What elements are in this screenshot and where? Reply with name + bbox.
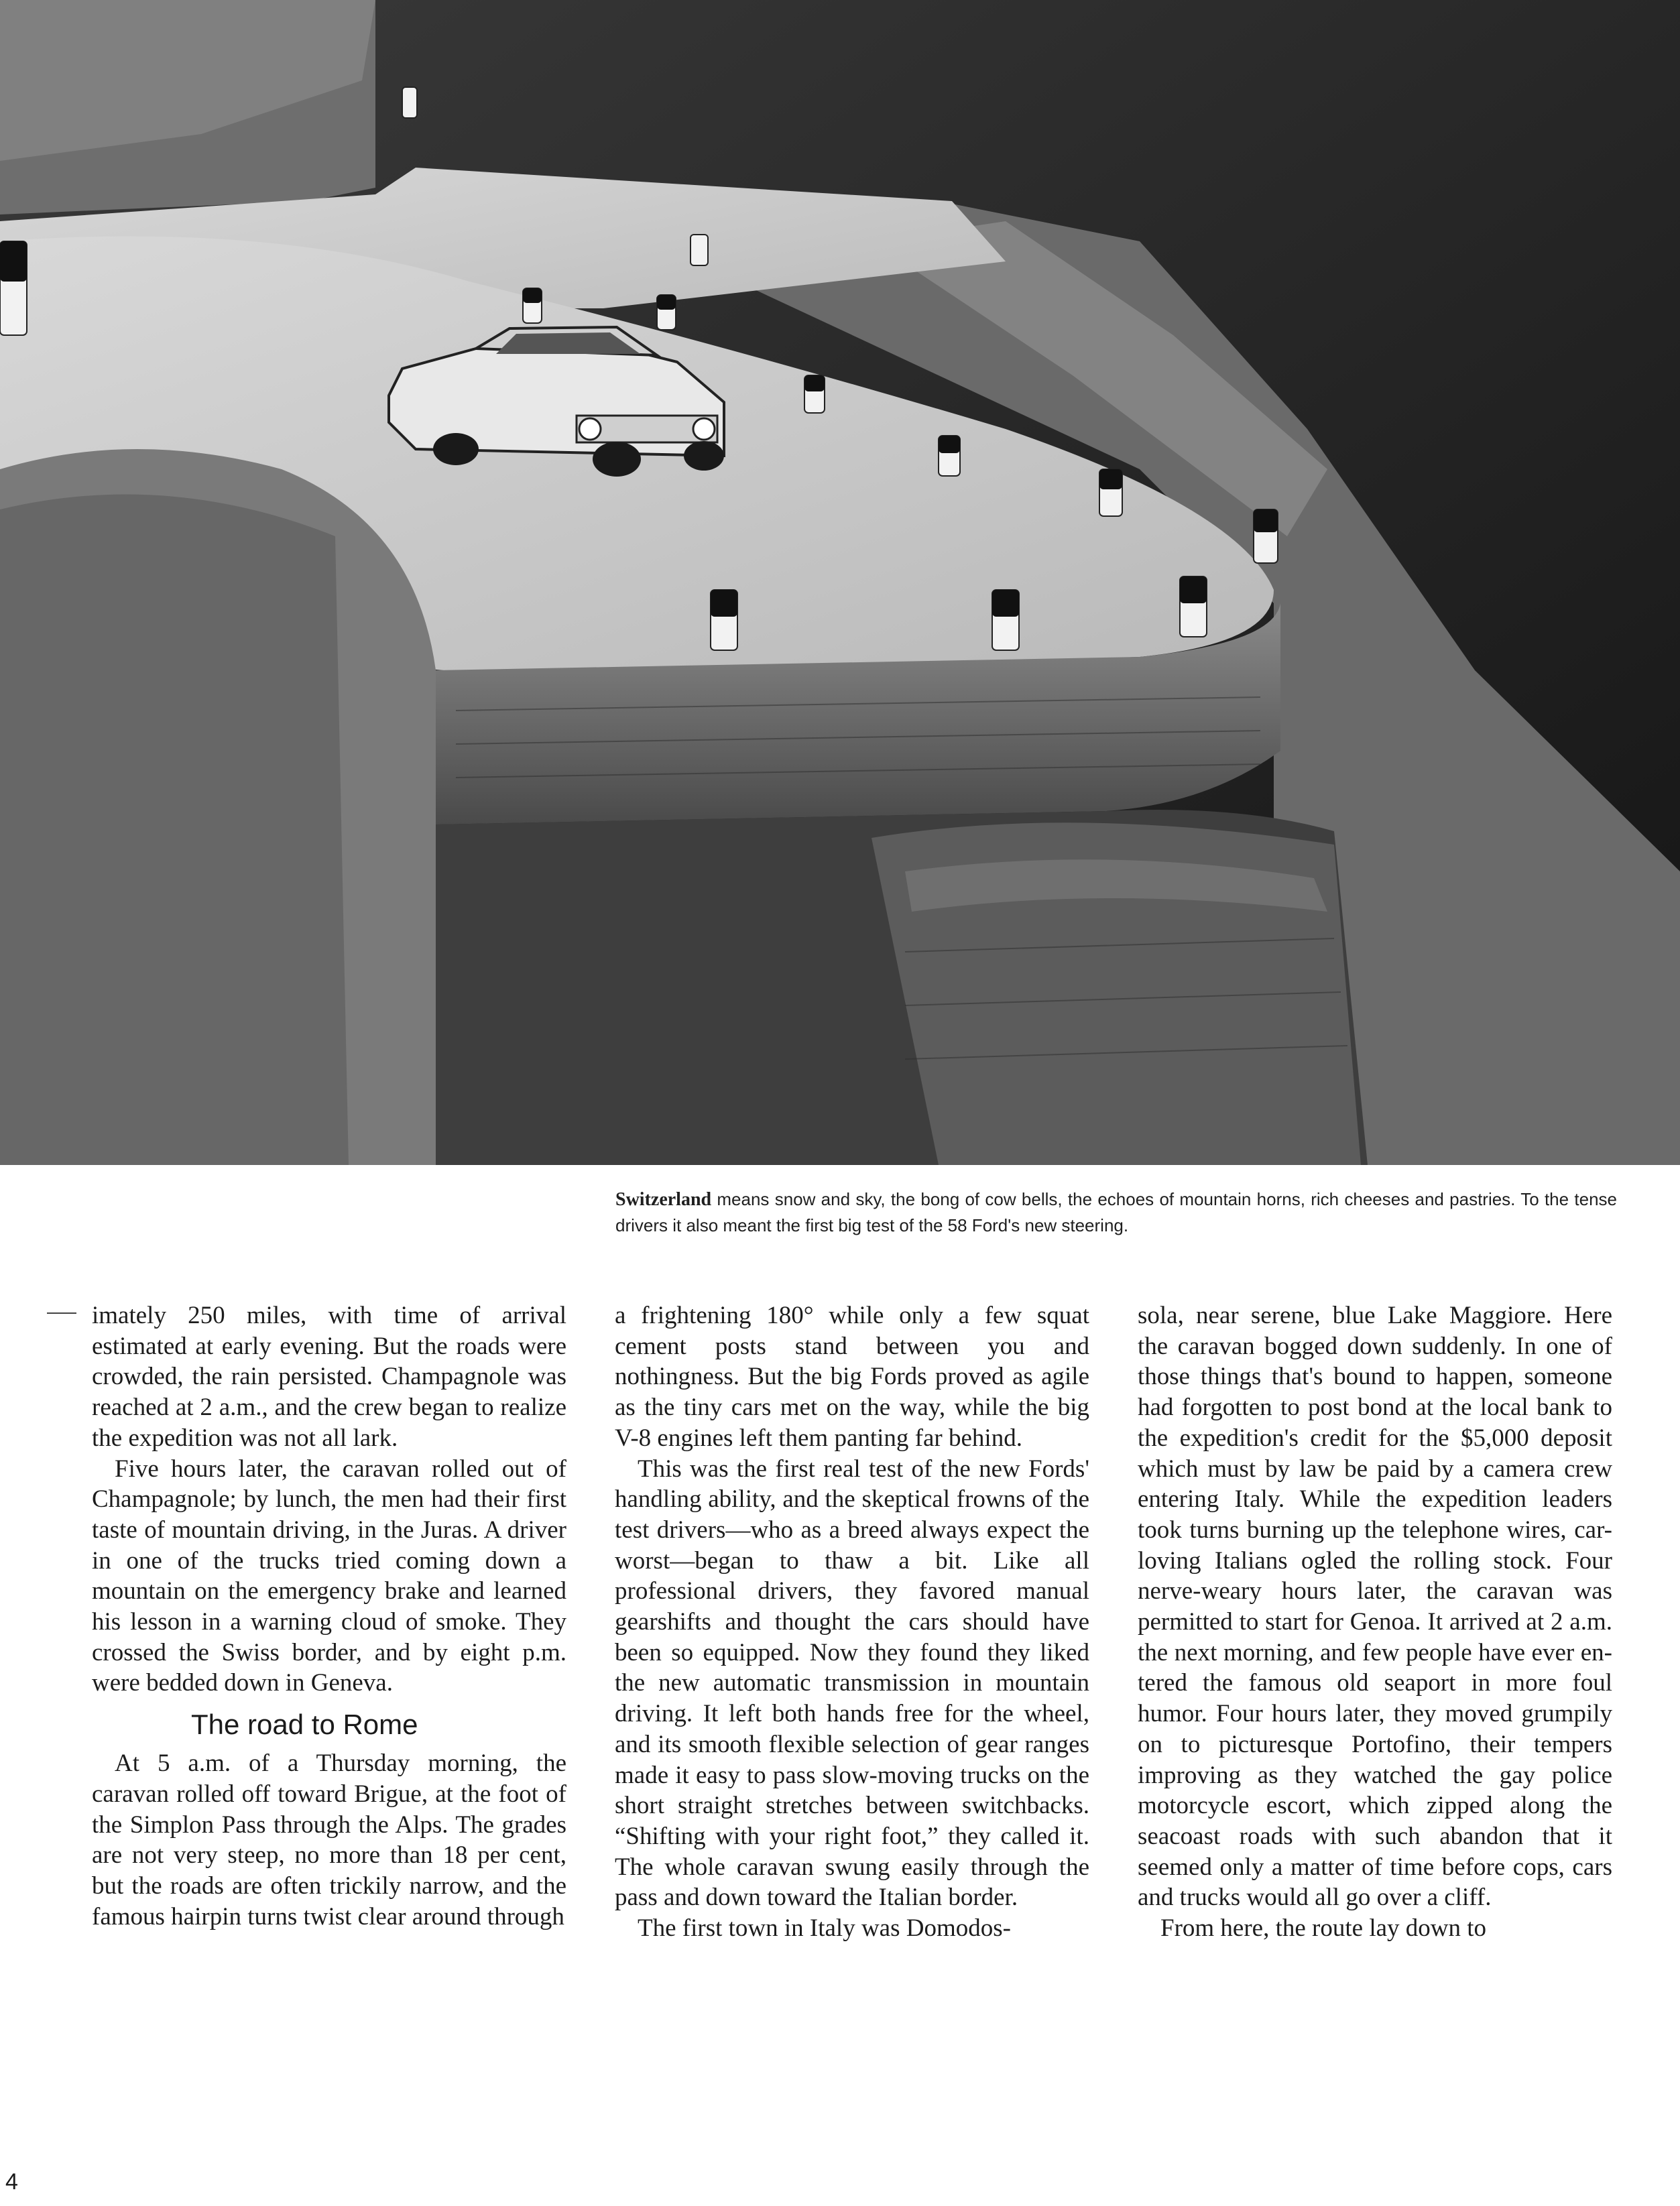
paragraph: sola, near serene, blue Lake Maggiore. Here the caravan bogged down suddenly. In one of those things that's bound to happen, someone had forgotten to post bond at the local bank to the expedition's credit for the $5,000 deposit which must by law be paid by a camera crew entering Italy. While the expedition leaders took turns burning up the telephone wires, car-loving Italians ogled the rolling stock. Four nerve-weary hours later, the caravan was permitted to start for Genoa. It arrived at 2 a.m. the next morning, and few people have ever entered the famous old seaport in more foul humor. Four hours later, they moved grumpily on to picturesque Portofino, their tempers improving as they watched the gay police motorcycle escort, which zipped along the seacoast roads with such abandon that it seemed only a matter of time before cops, cars and trucks would all go over a cliff. [1138,1302,1612,1912]
caption-text: means snow and sky, the bong of cow bells, the echoes of mountain horns, rich cheeses and pastries. To the tense drivers it also meant the first big test of the 58 Ford's new steering. [615,1189,1617,1235]
paragraph: a frightening 180° while only a few squat cement posts stand between you and nothingness. But the big Fords proved as agile as the tiny cars met on the way, while the big V-8 engines left them panting far behind. [615,1302,1089,1452]
caption-lead: Switzerland [615,1189,712,1210]
paragraph: The first town in Italy was Domodos- [638,1914,1011,1943]
page-number: 4 [5,2169,18,2195]
article-column-3 [1138,1300,1612,1944]
paragraph: This was the first real test of the new Fords' handling ability, and the skeptical frowns of the test drivers—who as a breed always expect the worst—began to thaw a bit. Like all professional drivers, they favored manual gearshifts and thought the cars should have been so equipped. Now they found they liked the new automatic transmission in mountain driving. It left both hands free for the wheel, and its smooth flexible selection of gear ranges made it easy to pass slow-moving trucks on the short straight stretches between switchbacks. “Shifting with your right foot,” they called it. The whole caravan swung easily through the pass and down toward the Italian border. [615,1455,1089,1912]
article-column-1 [92,1300,566,1932]
paragraph: From here, the route lay down to [1160,1914,1487,1943]
photo-caption [615,1186,1617,1238]
paragraph: Five hours later, the caravan rolled out of Champagnole; by lunch, the men had their first taste of mountain driving, in the Juras. A driver in one of the trucks tried coming down a mountain on the emergency brake and learned his lesson in a warning cloud of smoke. They crossed the Swiss border, and by eight p.m. were bedded down in Geneva. [92,1455,566,1697]
section-subhead: The road to Rome [191,1709,418,1741]
continuation-dash [47,1312,76,1314]
article-column-2 [615,1300,1089,1944]
paragraph: imately 250 miles, with time of arrival estimated at early evening. But the roads were crowded, the rain persisted. Champagnole was reached at 2 a.m., and the crew began to realize the expedition was not all lark. [92,1302,566,1452]
paragraph: At 5 a.m. of a Thursday morning, the caravan rolled off toward Brigue, at the foot of the Simplon Pass through the Alps. The grades are not very steep, no more than 18 per cent, but the roads are often trickily narrow, and the famous hairpin turns twist clear around through [92,1750,566,1931]
